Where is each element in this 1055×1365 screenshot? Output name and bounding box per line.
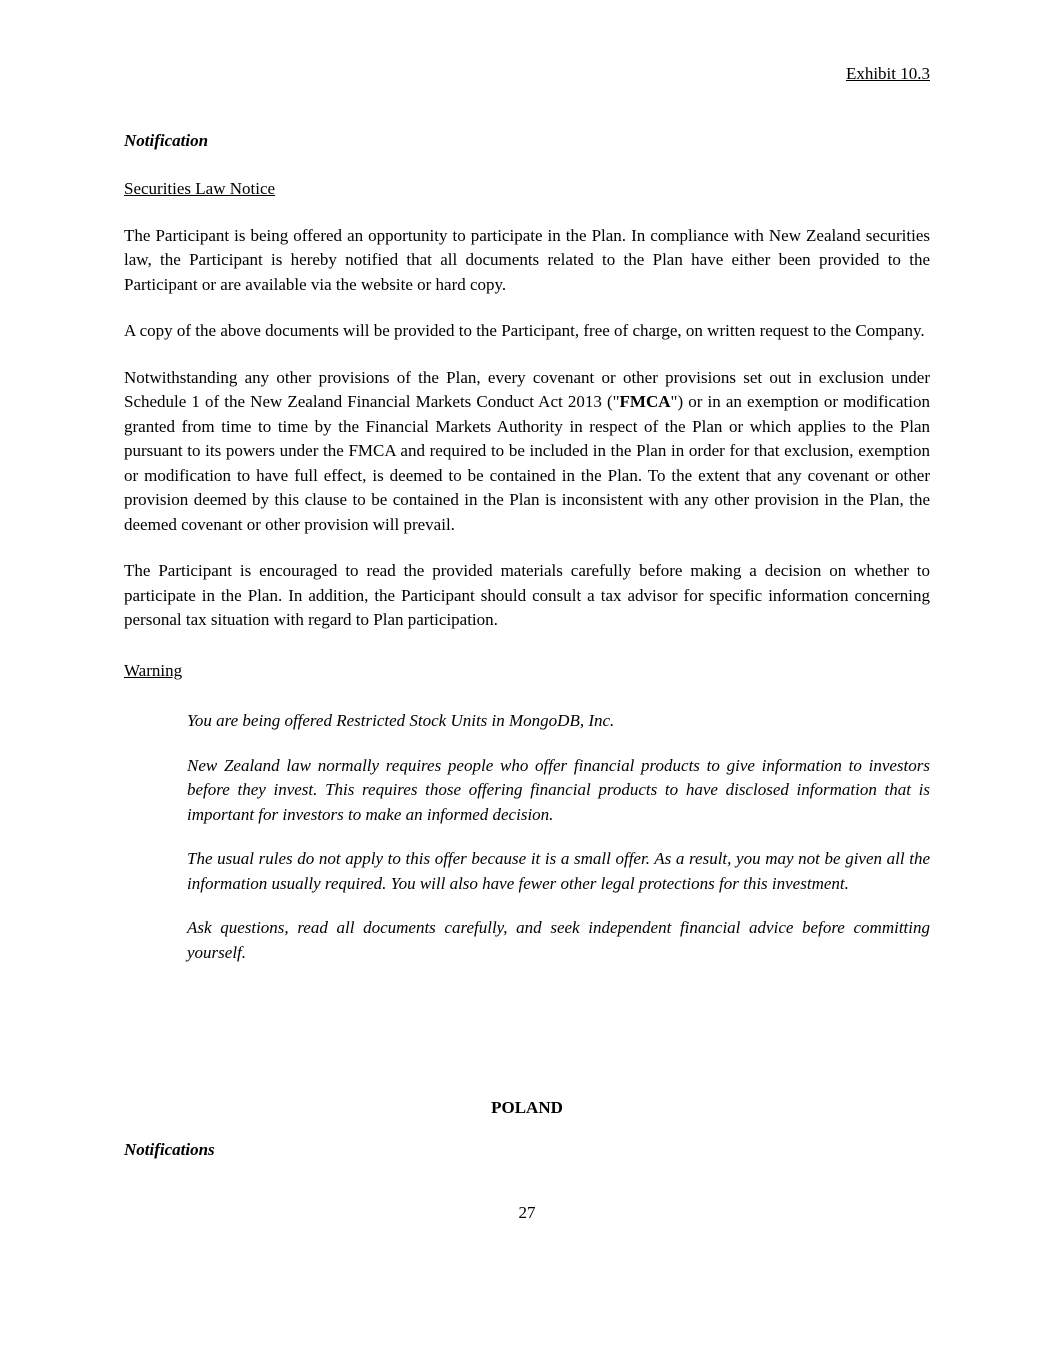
securities-law-notice-label: Securities Law Notice [124,179,276,198]
notification-paragraph-1: The Participant is being offered an opportunity to participate in the Plan. In compliance with New Zealand securities law, the Participant is hereby notified that all documents related to the Plan have either been provided to the Participant or are available via the website or hard copy. [124,225,930,294]
securities-law-notice-heading [124,177,930,202]
exhibit-label: Exhibit 10.3 [845,64,930,83]
notification-paragraph-3-after: ") or in an exemption or modification granted from time to time by the Financial Markets Authority in respect of the Plan or which applies to the Plan pursuant to its powers under the FMCA and required to be included in the Plan in order for that exclusion, exemption or modification to have full effect, is deemed to be contained in the Plan. To the extent that any covenant or other provision deemed by this clause to be contained in the Plan is inconsistent with any other provision in the Plan, the deemed covenant or other provision will prevail. [124,392,930,534]
warning-paragraph-3: The usual rules do not apply to this offer because it is a small offer. As a result, you may not be given all the information usually required. You will also have fewer other legal protections for this investment. [187,849,930,893]
warning-paragraph-4: Ask questions, read all documents carefully, and seek independent financial advice before committing yourself. [187,918,930,962]
notification-paragraph-4: The Participant is encouraged to read the provided materials carefully before making a decision on whether to participate in the Plan. In addition, the Participant should consult a tax advisor for specific information concerning personal tax situation with regard to Plan participation. [124,561,930,629]
warning-heading [124,659,930,684]
notification-paragraph-2: A copy of the above documents will be provided to the Participant, free of charge, on written request to the Company. [124,321,925,340]
fmca-abbreviation: FMCA [619,392,671,411]
notification-paragraph-3-before: Notwithstanding any other provisions of the Plan, every covenant or other provisions set out in exclusion under Schedule 1 of the New Zealand Financial Markets Conduct Act 2013 (" [124,367,930,411]
warning-block [187,709,930,965]
exhibit-label-row [124,62,930,87]
warning-paragraph-1: You are being offered Restricted Stock Units in MongoDB, Inc. [187,711,615,730]
notification-heading: Notification [124,130,209,150]
notification-paragraph-3 [124,366,930,538]
notifications-heading: Notifications [124,1139,215,1159]
page-number: 27 [518,1203,536,1222]
warning-paragraph-2: New Zealand law normally requires people who offer financial products to give information to investors before they invest. This requires those offering financial products to have disclosed information that is important for investors to make an informed decision. [187,755,930,824]
poland-heading: POLAND [491,1098,563,1117]
warning-label: Warning [124,660,183,680]
